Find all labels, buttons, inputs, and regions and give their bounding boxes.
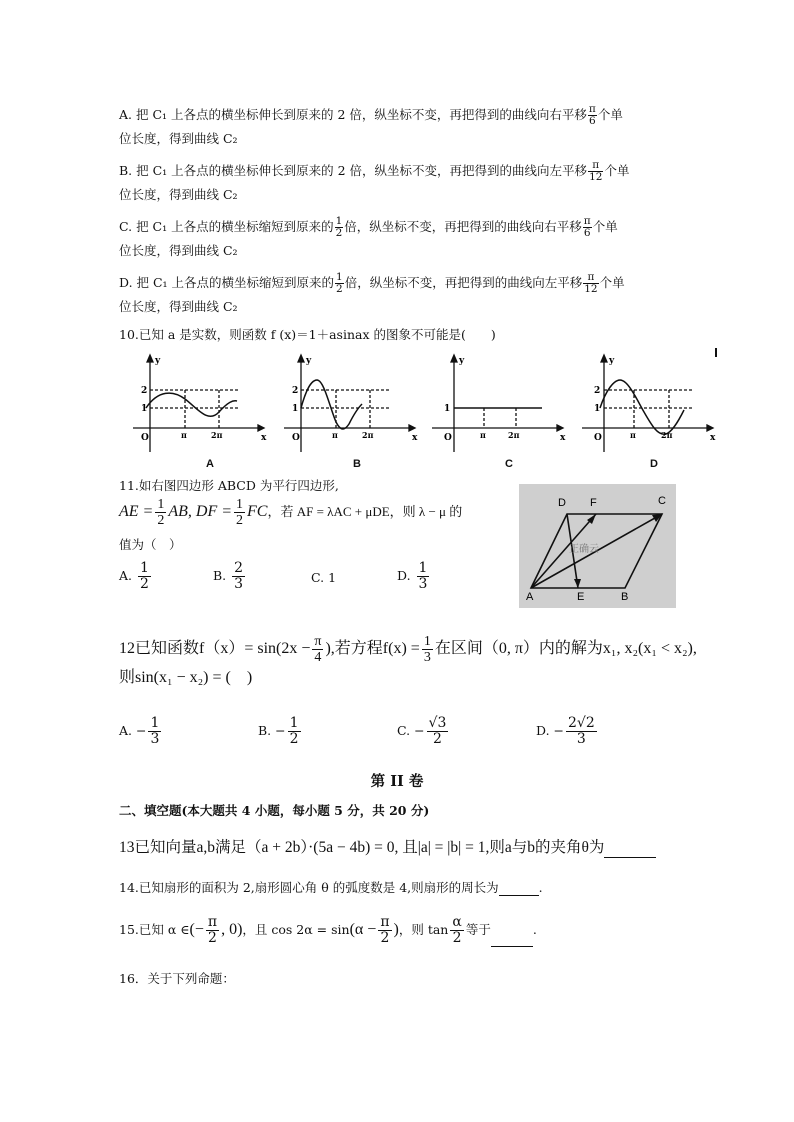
fraction — [288, 716, 301, 747]
q14-end: . — [538, 880, 543, 895]
fraction — [155, 497, 166, 528]
tick-2pi: 2π — [211, 430, 223, 440]
q15-text-c: ，则 tan — [398, 922, 449, 937]
numerator: π — [380, 914, 390, 930]
numerator: π — [583, 272, 598, 284]
numerator: α — [452, 914, 462, 930]
graph-b — [284, 352, 424, 474]
tick-pi: π — [332, 430, 338, 440]
option-label: C. − — [397, 723, 425, 738]
tick-1: 1 — [594, 404, 601, 414]
q15-line — [119, 913, 537, 947]
label-d: D — [558, 497, 566, 509]
axis-y-label: y — [306, 356, 312, 366]
fraction — [378, 915, 391, 946]
tick-2pi: 2π — [362, 430, 374, 440]
tick-pi: π — [181, 430, 187, 440]
graph-d — [582, 352, 722, 474]
q11-option-c: C. 1 — [311, 570, 337, 585]
q9-option-b-line1 — [119, 160, 629, 183]
denominator: 2 — [433, 731, 442, 747]
numerator: 1 — [289, 715, 299, 731]
q11-option-d — [397, 561, 431, 592]
denominator: 2 — [452, 930, 462, 946]
q9-option-d-text-b: 倍，纵坐标不变，再把得到的曲线向左平移 — [344, 275, 583, 290]
denominator: 12 — [584, 283, 598, 295]
denominator: 3 — [234, 576, 244, 592]
fraction — [588, 104, 597, 127]
denominator: 3 — [423, 649, 431, 665]
graph-a-label: A — [206, 458, 214, 470]
denominator: 3 — [150, 731, 160, 747]
graph-a — [133, 352, 273, 474]
option-label: D. − — [536, 723, 564, 738]
axis-y-label: y — [459, 356, 465, 366]
denominator: 2 — [336, 283, 343, 295]
label-c: C — [658, 495, 666, 507]
interval-open: (− — [189, 921, 204, 938]
origin-label: O — [141, 433, 149, 443]
q15-text-b: ，且 cos 2α = sin — [242, 922, 350, 937]
numerator: 1 — [157, 497, 165, 512]
numerator: 1 — [423, 633, 431, 649]
graph-c — [432, 352, 572, 474]
fraction — [583, 272, 598, 295]
fraction — [427, 716, 449, 747]
q15-text-a: 15.已知 α ∈ — [119, 922, 190, 937]
numerator: π — [207, 914, 218, 930]
q9-option-a-end: 个单 — [597, 107, 623, 122]
numerator: 1 — [140, 560, 149, 576]
q14-text: 14.已知扇形的面积为 2,扇形圆心角 θ 的弧度数是 4,则扇形的周长为 — [119, 880, 499, 895]
denominator: 2 — [157, 513, 165, 528]
origin-label: O — [594, 433, 602, 443]
numerator: 1 — [336, 271, 343, 283]
denominator: 2 — [380, 930, 390, 946]
origin-label: O — [292, 433, 300, 443]
tick-pi: π — [480, 430, 486, 440]
axis-x-label: x — [560, 433, 566, 443]
q9-option-d-line1 — [119, 272, 625, 295]
denominator: 2 — [140, 576, 149, 592]
fraction — [312, 634, 323, 665]
numerator: 1 — [236, 497, 244, 512]
fraction — [148, 716, 161, 747]
label-e: E — [577, 591, 585, 603]
ae-text: AE = — [119, 503, 154, 521]
q9-option-c-text-b: 倍，纵坐标不变，再把得到的曲线向右平移 — [344, 219, 582, 234]
q9-option-a-line2: 位长度，得到曲线 C₂ — [119, 131, 238, 146]
graph-b-label: B — [353, 458, 361, 470]
numerator: 1 — [150, 715, 160, 731]
answer-blank[interactable] — [499, 882, 539, 896]
q15-text-d: 等于 — [465, 922, 491, 937]
q11-stem-line2 — [119, 497, 462, 528]
q11-option-a — [119, 561, 153, 592]
denominator: 3 — [418, 576, 428, 592]
fraction — [450, 915, 463, 946]
tick-1: 1 — [292, 404, 299, 414]
q12-stem-line2: 则sin(x₁ − x₂) = ( ) — [119, 669, 253, 686]
numerator: 2 — [234, 560, 244, 576]
q13-line — [119, 838, 656, 858]
numerator: π — [588, 160, 603, 172]
tick-1: 1 — [444, 404, 451, 414]
tick-1: 1 — [141, 404, 148, 414]
q9-option-c-text-a: C. 把 C₁ 上各点的横坐标缩短到原来的 — [119, 219, 334, 234]
denominator: 2 — [208, 930, 217, 946]
q9-option-c-line2: 位长度，得到曲线 C₂ — [119, 243, 238, 258]
label-a: A — [526, 591, 534, 603]
arg-close: ) — [393, 921, 399, 938]
graph-c-label: C — [505, 458, 513, 470]
axis-x-label: x — [261, 433, 267, 443]
q12-text-b: ),若方程f(x) = — [325, 640, 420, 657]
graph-d-label: D — [650, 458, 658, 470]
axis-y-label: y — [609, 356, 615, 366]
q10-stem: 10.已知 a 是实数，则函数 f (x)＝1＋asinax 的图象不可能是( ) — [119, 327, 496, 342]
option-label: A. — [119, 568, 133, 583]
q14-line — [119, 880, 543, 896]
fraction — [422, 634, 433, 665]
fraction — [583, 216, 592, 239]
q12-text-c: 在区间（0, π）内的解为x₁, x₂(x₁ < x₂), — [434, 640, 697, 657]
q9-option-a-text: A. 把 C₁ 上各点的横坐标伸长到原来的 2 倍，纵坐标不变，再把得到的曲线向右平移 — [119, 107, 587, 122]
origin-label: O — [444, 433, 452, 443]
answer-blank[interactable] — [491, 933, 533, 947]
q12-option-c — [397, 716, 450, 747]
section-title: 第 II 卷 — [370, 773, 424, 790]
ask-text: ，则 λ − μ 的 — [389, 504, 463, 520]
q9-option-b-line2: 位长度，得到曲线 C₂ — [119, 187, 238, 202]
denominator: 12 — [589, 171, 603, 183]
numerator: √3 — [428, 715, 447, 731]
q9-option-c-line1 — [119, 216, 618, 239]
numerator: π — [314, 633, 322, 649]
fc-text: FC — [247, 503, 268, 521]
q9-option-a-line1 — [119, 104, 623, 127]
q12-option-d — [536, 716, 599, 747]
q9-option-d-line2: 位长度，得到曲线 C₂ — [119, 299, 238, 314]
q12-option-a — [119, 716, 163, 747]
option-label: B. — [213, 568, 227, 583]
answer-blank[interactable] — [604, 841, 656, 858]
condition-text: ，若 AF = λAC + μDE — [267, 504, 390, 520]
q12-stem-line1 — [119, 632, 697, 666]
fraction — [232, 561, 245, 592]
interval-close: , 0) — [221, 921, 243, 938]
tick-2: 2 — [141, 386, 148, 396]
label-f: F — [590, 497, 597, 509]
numerator: π — [588, 103, 596, 115]
q11-stem-line1: 11.如右图四边形 ABCD 为平行四边形, — [119, 478, 339, 493]
option-label: D. — [397, 568, 411, 583]
q16-line: 16．关于下列命题： — [119, 971, 235, 986]
label-b: B — [621, 591, 629, 603]
denominator: 6 — [589, 115, 596, 127]
tick-2pi: 2π — [508, 430, 520, 440]
denominator: 2 — [335, 227, 343, 239]
q9-option-d-text-a: D. 把 C₁ 上各点的横坐标缩短到原来的 — [119, 275, 335, 290]
denominator: 6 — [583, 227, 591, 239]
fraction — [138, 561, 151, 592]
fraction — [417, 561, 430, 592]
q9-option-c-end: 个单 — [592, 219, 618, 234]
tick-pi: π — [630, 430, 636, 440]
fraction — [234, 497, 245, 528]
q9-option-b-text: B. 把 C₁ 上各点的横坐标伸长到原来的 2 倍，纵坐标不变，再把得到的曲线向左平移 — [119, 163, 588, 178]
tick-2: 2 — [292, 386, 299, 396]
fraction — [335, 216, 344, 239]
denominator: 2 — [289, 731, 299, 747]
fraction — [335, 272, 344, 295]
q9-option-b-end: 个单 — [604, 163, 630, 178]
denominator: 4 — [314, 649, 322, 665]
tick-2pi: 2π — [661, 430, 673, 440]
q9-option-d-end: 个单 — [599, 275, 625, 290]
q11-stem-line3: 值为（ ） — [119, 537, 182, 552]
option-label: B. − — [258, 723, 286, 738]
arg-open: (α − — [349, 921, 377, 938]
q11-option-b — [213, 561, 247, 592]
numerator: 1 — [335, 215, 343, 227]
fraction — [566, 716, 597, 747]
part2-header: 二、填空题(本大题共 4 小题，每小题 5 分，共 20 分) — [119, 803, 430, 818]
fraction — [206, 915, 219, 946]
q15-end: . — [532, 922, 537, 937]
fraction — [588, 160, 603, 183]
q12-option-b — [258, 716, 303, 747]
numerator: 1 — [418, 560, 428, 576]
q11-parallelogram-figure — [519, 484, 676, 608]
denominator: 3 — [576, 731, 586, 747]
denominator: 2 — [236, 513, 244, 528]
numerator: π — [583, 215, 591, 227]
axis-x-label: x — [710, 433, 716, 443]
numerator: 2√2 — [568, 715, 595, 731]
ab-df-text: AB, DF = — [168, 503, 233, 521]
option-label: A. − — [119, 723, 147, 738]
axis-y-label: y — [155, 356, 161, 366]
q13-text: 13已知向量a,b满足（a + 2b）·(5a − 4b) = 0, 且|a| = |b| = 1,则a与b的夹角θ为 — [119, 839, 605, 856]
q12-text-a: 12已知函数f（x）= sin(2x − — [119, 640, 311, 657]
tick-2: 2 — [594, 386, 601, 396]
watermark: 正确云 — [569, 544, 599, 555]
axis-x-label: x — [412, 433, 418, 443]
